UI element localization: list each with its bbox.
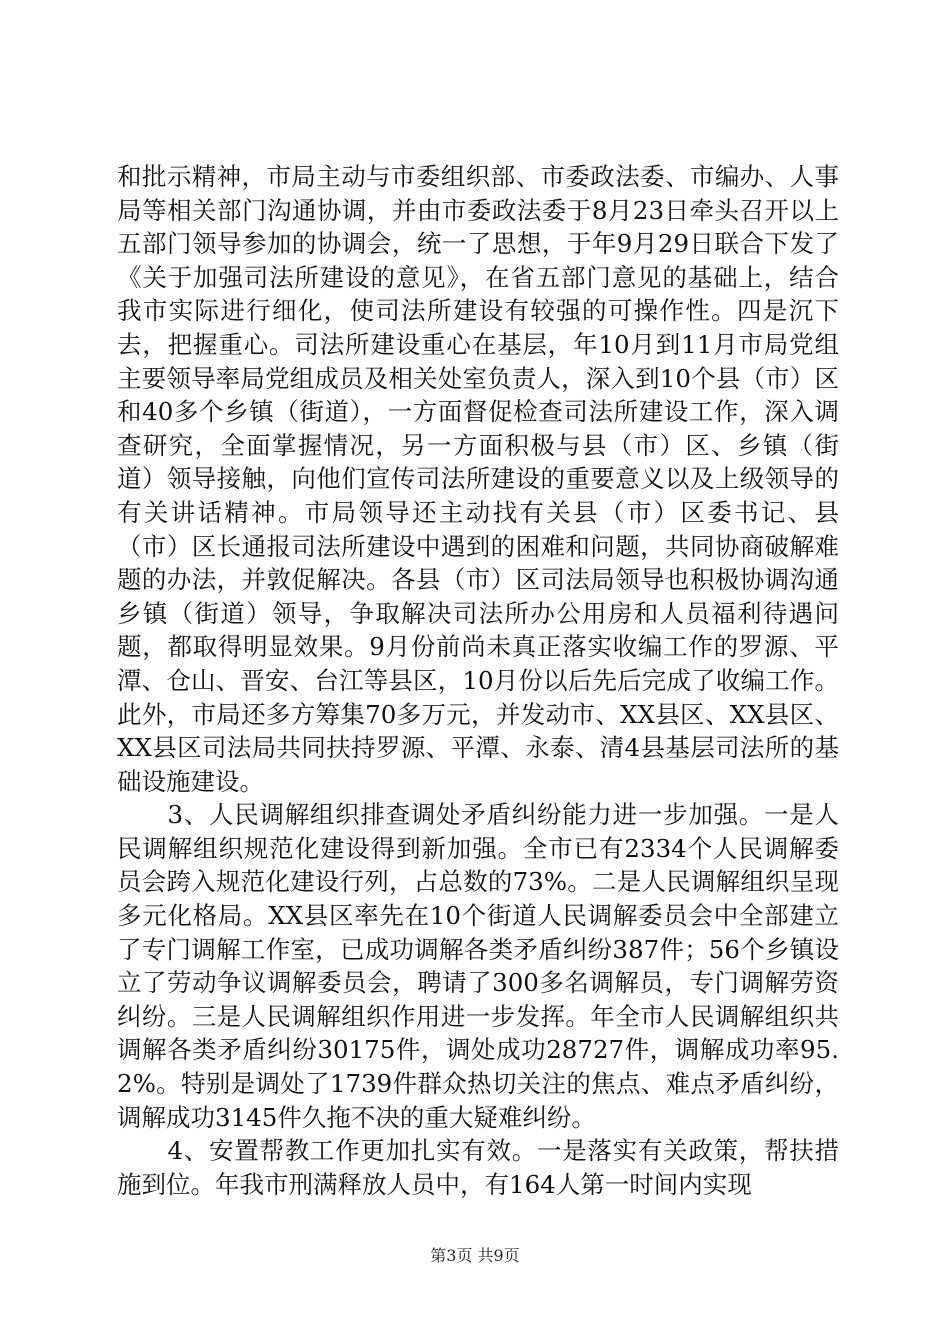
page-number-footer: 第3页 共9页 bbox=[430, 1246, 520, 1265]
paragraph-people-mediation: 3、人民调解组织排查调处矛盾纠纷能力进一步加强。一是人民调解组织规范化建设得到新加强。全市已有2334个人民调解委员会跨入规范化建设行列，占总数的73%。二是人民调解组织呈现多元化格局。XX县区率先在10个街道人民调解委员会中全部建立了专门调解工作室，已成功调解各类矛盾纠纷387件；56个乡镇设立了劳动争议调解委员会，聘请了300多名调解员，专门调解劳资纠纷。三是人民调解组织作用进一步发挥。年全市人民调解组织共调解各类矛盾纠纷30175件，调处成功28727件，调解成功率95.2%。特别是调处了1739件群众热切关注的焦点、难点矛盾纠纷，调解成功3145件久拖不决的重大疑难纠纷。 bbox=[117, 800, 839, 1132]
body-text bbox=[117, 160, 839, 1201]
paragraph-continuation: 和批示精神，市局主动与市委组织部、市委政法委、市编办、人事局等相关部门沟通协调，并由市委政法委于8月23日牵头召开以上五部门领导参加的协调会，统一了思想，于年9月29日联合下发了《关于加强司法所建设的意见》，在省五部门意见的基础上，结合我市实际进行细化，使司法所建设有较强的可操作性。四是沉下去，把握重心。司法所建设重心在基层，年10月到11月市局党组主要领导率局党组成员及相关处室负责人，深入到10个县（市）区和40多个乡镇（街道），一方面督促检查司法所建设工作，深入调查研究，全面掌握情况，另一方面积极与县（市）区、乡镇（街道）领导接触，向他们宣传司法所建设的重要意义以及上级领导的有关讲话精神。市局领导还主动找有关县（市）区委书记、县（市）区长通报司法所建设中遇到的困难和问题，共同协商破解难题的办法，并敦促解决。各县（市）区司法局领导也积极协调沟通乡镇（街道）领导，争取解决司法所办公用房和人员福利待遇问题，都取得明显效果。9月份前尚未真正落实收编工作的罗源、平潭、仓山、晋安、台江等县区，10月份以后先后完成了收编工作。此外，市局还多方筹集70多万元，并发动市、XX县区、XX县区、XX县区司法局共同扶持罗源、平潭、永泰、清4县基层司法所的基础设施建设。 bbox=[117, 162, 839, 796]
paragraph-resettlement: 4、安置帮教工作更加扎实有效。一是落实有关政策，帮扶措施到位。年我市刑满释放人员中，有164人第一时间内实现 bbox=[117, 1136, 839, 1199]
